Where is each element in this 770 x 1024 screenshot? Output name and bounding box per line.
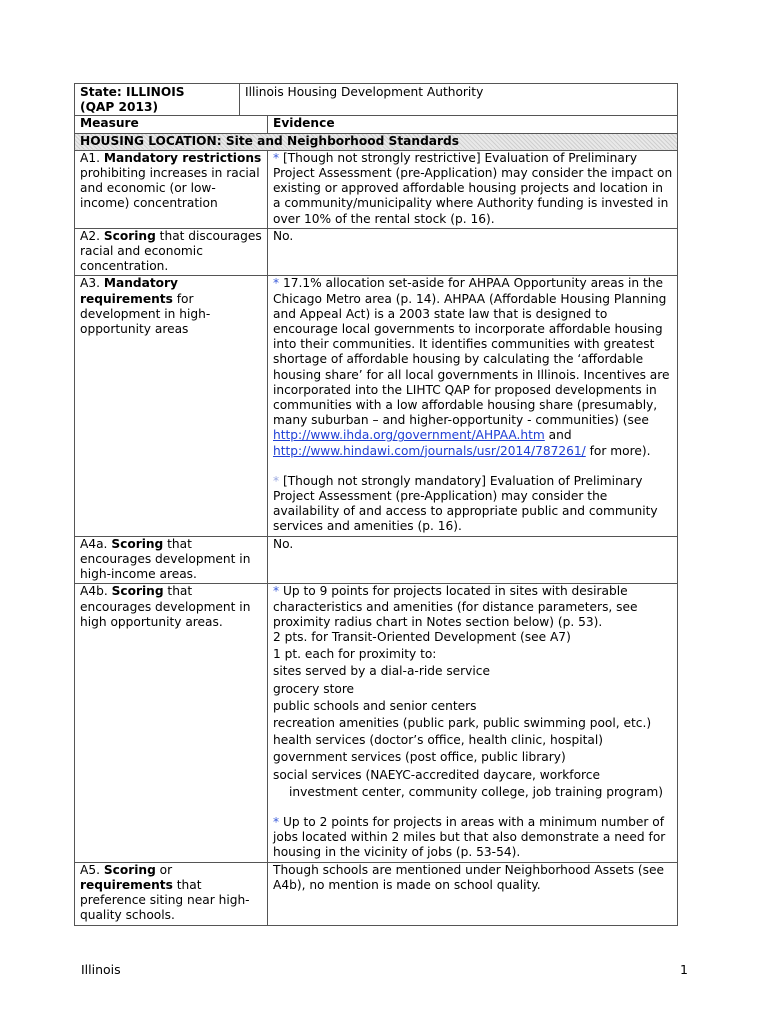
measure-a3: A3. Mandatory requirements for development in high-opportunity areas bbox=[75, 276, 268, 536]
header-cell bbox=[75, 84, 678, 116]
agency-name: Illinois Housing Development Authority bbox=[239, 84, 677, 115]
evidence-a4b: * Up to 9 points for projects located in sites with desirable characteristics and amenities (for distance parameters, see proximity radius chart in Notes section below) (p. 53). • 2 pts. for Transit-Oriented Development (see A7) 1 pt. each for proximity to: • sites served by a dial-a-ride service • grocery store • public schools and senior centers • recreation amenities (public park, public swimming pool, etc.) • health services (doctor’s office, health clinic, hospital) • government services (post office, public library) • social services (NAEYC-accredited daycare, workforce investment center, community college, job training program) * Up to 2 points for projects in areas with a minimum number of jobs located within 2 miles but that also demonstrate a need for housing in the vicinity of jobs (p. 53-54). bbox=[268, 584, 678, 862]
row-a4b bbox=[75, 584, 678, 862]
star-icon: * bbox=[273, 584, 280, 599]
row-a5 bbox=[75, 862, 678, 926]
amenity-list bbox=[273, 664, 673, 782]
row-a2 bbox=[75, 228, 678, 276]
measure-a2: A2. Scoring that discourages racial and economic concentration. bbox=[75, 228, 268, 276]
star-icon: * bbox=[273, 150, 280, 165]
bullet-continuation: investment center, community college, job training program) bbox=[289, 784, 663, 799]
footer-state: Illinois bbox=[81, 962, 121, 977]
state-label: State: ILLINOIS bbox=[80, 85, 185, 99]
col-evidence: Evidence bbox=[268, 116, 678, 133]
hindawi-link[interactable]: http://www.hindawi.com/journals/usr/2014/787261/ bbox=[273, 443, 586, 458]
list-item: • 2 pts. for Transit-Oriented Development (see A7) bbox=[268, 630, 673, 645]
qap-year: (QAP 2013) bbox=[80, 100, 159, 115]
measure-a1: A1. Mandatory restrictions prohibiting increases in racial and economic (or low-income) concentration bbox=[75, 150, 268, 228]
row-a1 bbox=[75, 150, 678, 228]
header-row bbox=[75, 84, 678, 116]
list-item: • government services (post office, public library) bbox=[268, 750, 673, 765]
star-icon: * bbox=[273, 473, 280, 488]
list-item: • social services (NAEYC-accredited daycare, workforce bbox=[268, 768, 673, 783]
section-title: HOUSING LOCATION: Site and Neighborhood Standards bbox=[75, 133, 678, 150]
section-row bbox=[75, 133, 678, 150]
row-a4a bbox=[75, 536, 678, 584]
measure-a4a: A4a. Scoring that encourages development in high-income areas. bbox=[75, 536, 268, 584]
star-icon: * bbox=[273, 814, 280, 829]
page-number: 1 bbox=[680, 962, 688, 977]
each-point-label: 1 pt. each for proximity to: bbox=[273, 647, 437, 662]
evidence-a5: Though schools are mentioned under Neighborhood Assets (see A4b), no mention is made on school quality. bbox=[268, 862, 678, 926]
evidence-a4a: No. bbox=[268, 536, 678, 584]
list-item: • health services (doctor’s office, health clinic, hospital) bbox=[268, 733, 673, 748]
evidence-a1: * [Though not strongly restrictive] Evaluation of Preliminary Project Assessment (pre-Application) may consider the impact on existing or approved affordable housing projects and location in a community/municipality where Authority funding is invested in over 10% of the rental stock (p. 16). bbox=[268, 150, 678, 228]
col-measure: Measure bbox=[75, 116, 268, 133]
qap-table bbox=[74, 83, 678, 926]
evidence-a2: No. bbox=[268, 228, 678, 276]
ahpaa-link[interactable]: http://www.ihda.org/government/AHPAA.htm bbox=[273, 428, 545, 443]
list-item: • recreation amenities (public park, public swimming pool, etc.) bbox=[268, 716, 673, 731]
column-header-row bbox=[75, 116, 678, 133]
measure-a4b: A4b. Scoring that encourages development in high opportunity areas. bbox=[75, 584, 268, 862]
list-item: • public schools and senior centers bbox=[268, 699, 673, 714]
list-item: • grocery store bbox=[268, 682, 673, 697]
row-a3 bbox=[75, 276, 678, 536]
evidence-a3: * 17.1% allocation set-aside for AHPAA Opportunity areas in the Chicago Metro area (p. 14). AHPAA (Affordable Housing Planning and Appeal Act) is a 2003 state law that is designed to encourage local governments to incorporate affordable housing into their communities. It identifies communities with greatest shortage of affordable housing by calculating the ‘affordable housing share’ for all local governments in Illinois. Incentives are incorporated into the LIHTC QAP for proposed developments in communities with a low affordable housing share (presumably, many suburban – and higher-opportunity - communities) (see http://www.ihda.org/government/AHPAA.htm and http://www.hindawi.com/journals/usr/2014/787261/ for more). * [Though not strongly mandatory] Evaluation of Preliminary Project Assessment (pre-Application) may consider the availability of and access to appropriate public and community services and amenities (p. 16). bbox=[268, 276, 678, 536]
measure-a5: A5. Scoring or requirements that preference siting near high-quality schools. bbox=[75, 862, 268, 926]
list-item: • sites served by a dial-a-ride service bbox=[268, 664, 673, 679]
star-icon: * bbox=[273, 276, 280, 291]
